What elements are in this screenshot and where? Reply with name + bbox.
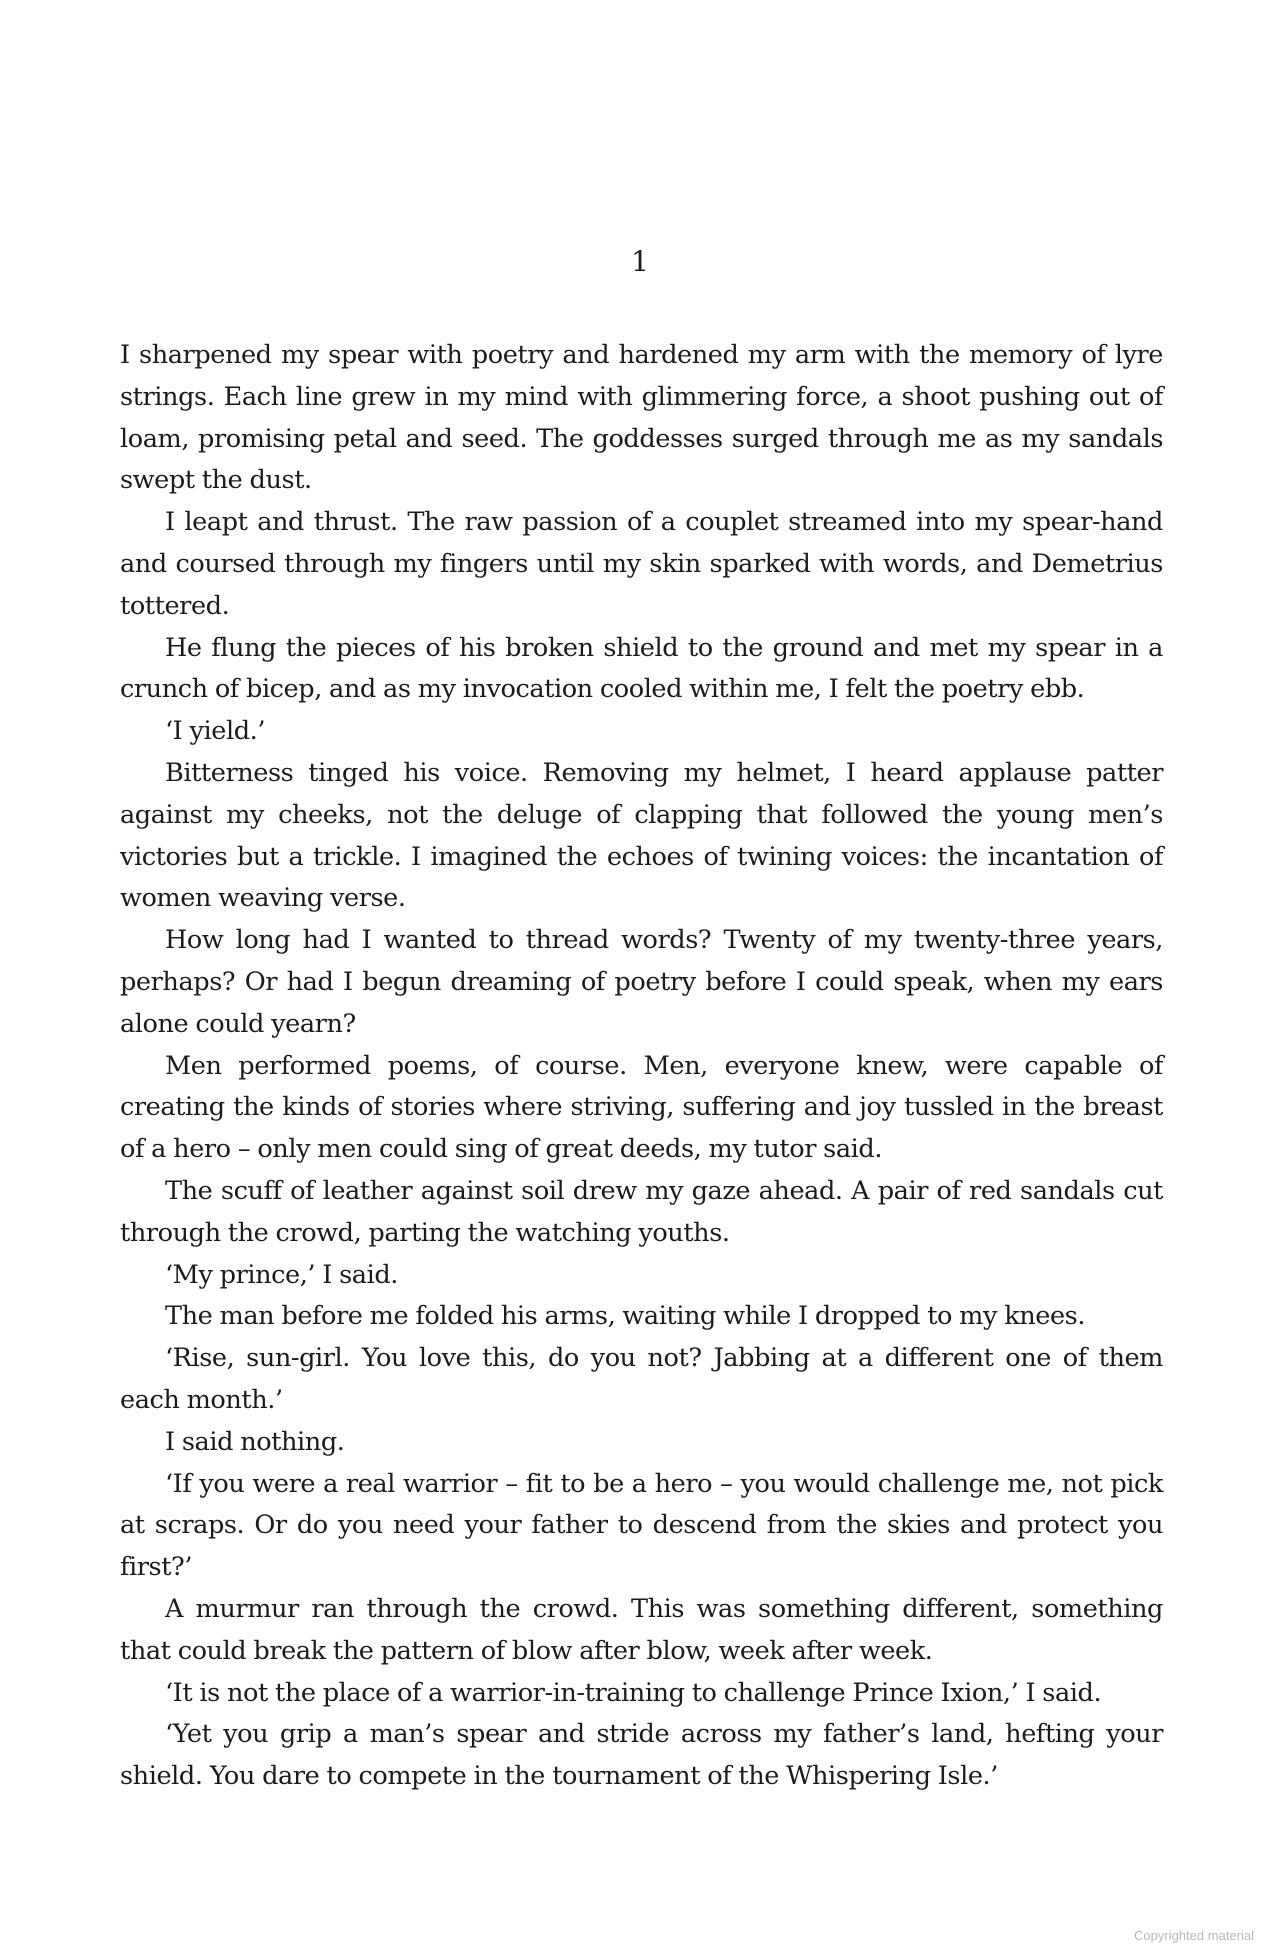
paragraph: A murmur ran through the crowd. This was something different, something that could break the pattern of blow after blow, week after week. (120, 1593, 1163, 1666)
paragraph: He flung the pieces of his broken shield to the ground and met my spear in a crunch of bicep, and as my invocation cooled within me, I felt the poetry ebb. (120, 632, 1163, 705)
paragraph: ‘My prince,’ I said. (165, 1259, 398, 1290)
paragraph: I sharpened my spear with poetry and hardened my arm with the memory of lyre strings. Each line grew in my mind with glimmering force, a shoot pushing out of loam, promising petal and seed. The goddesses surged through me as my sandals swept the dust. (120, 340, 1163, 496)
paragraph: ‘It is not the place of a warrior-in-training to challenge Prince Ixion,’ I said. (165, 1677, 1102, 1708)
chapter-body (120, 335, 1163, 1798)
paragraph: How long had I wanted to thread words? Twenty of my twenty-three years, perhaps? Or had I begun dreaming of poetry before I could speak, when my ears alone could yearn? (120, 925, 1163, 1039)
paragraph: The man before me folded his arms, waiting while I dropped to my knees. (165, 1301, 1086, 1332)
chapter-number: 1 (631, 245, 649, 278)
paragraph: Men performed poems, of course. Men, everyone knew, were capable of creating the kinds of stories where striving, suffering and joy tussled in the breast of a hero – only men could sing of great deeds, my tutor said. (120, 1050, 1163, 1165)
paragraph: ‘I yield.’ (165, 716, 266, 747)
paragraph: ‘Yet you grip a man’s spear and stride across my father’s land, hefting your shield. You dare to compete in the tournament of the Whispering Isle.’ (120, 1719, 1163, 1792)
paragraph: ‘Rise, sun-girl. You love this, do you not? Jabbing at a different one of them each month.’ (120, 1343, 1163, 1415)
paragraph: I said nothing. (165, 1426, 345, 1457)
paragraph: ‘If you were a real warrior – fit to be a hero – you would challenge me, not pick at scraps. Or do you need your father to descend from the skies and protect you first?’ (120, 1468, 1163, 1583)
copyright-notice: Copyrighted material (1134, 1928, 1254, 1943)
paragraph: I leapt and thrust. The raw passion of a couplet streamed into my spear-hand and coursed through my fingers until my skin sparked with words, and Demetrius tottered. (120, 507, 1163, 621)
paragraph: The scuff of leather against soil drew my gaze ahead. A pair of red sandals cut through the crowd, parting the watching youths. (120, 1175, 1163, 1248)
paragraph: Bitterness tinged his voice. Removing my helmet, I heard applause patter against my cheeks, not the deluge of clapping that followed the young men’s victories but a trickle. I imagined the echoes of twining voices: the incantation of women weaving verse. (120, 757, 1163, 914)
